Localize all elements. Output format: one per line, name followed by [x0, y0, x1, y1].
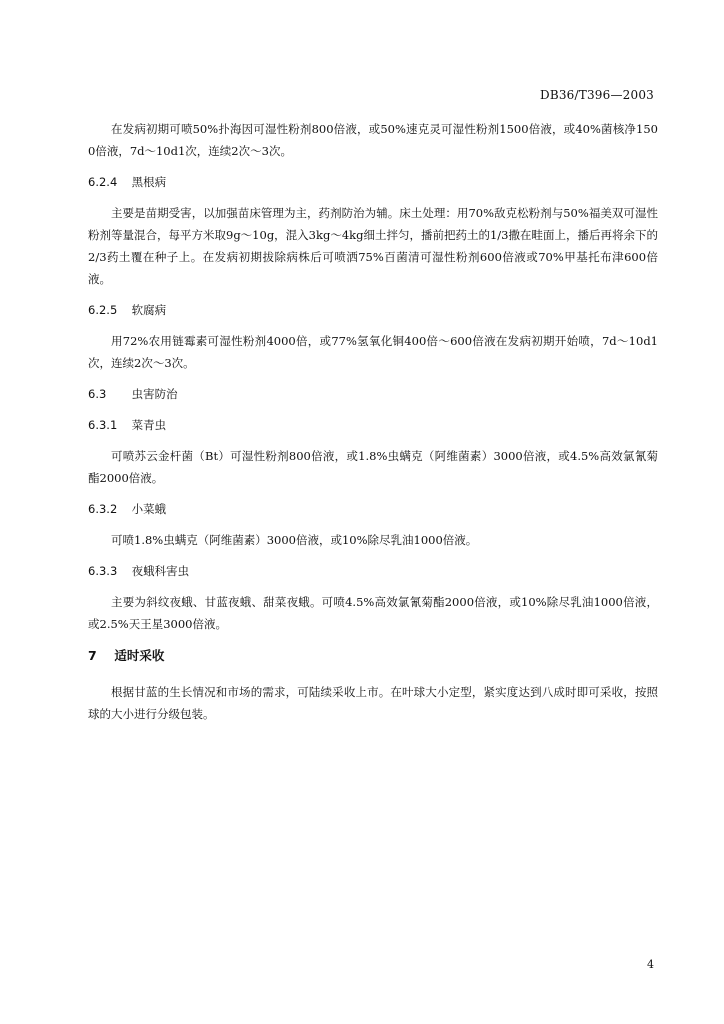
- heading-6-2-4: [88, 171, 658, 193]
- document-body: [88, 118, 658, 734]
- paragraph-diamondback-moth: 可喷1.8%虫螨克（阿维菌素）3000倍液，或10%除尽乳油1000倍液。: [111, 533, 478, 547]
- section-title: 软腐病: [131, 303, 167, 317]
- paragraph-cabbage-worm: 可喷苏云金杆菌（Bt）可湿性粉剂800倍液，或1.8%虫螨克（阿维菌素）3000倍液，或4.5%高效氯氰菊酯2000倍液。: [88, 449, 658, 485]
- section-number: 6.2.4: [88, 175, 118, 189]
- page-number: 4: [647, 958, 654, 971]
- paragraph-harvest: 根据甘蓝的生长情况和市场的需求，可陆续采收上市。在叶球大小定型，紧实度达到八成时即可采收，按照球的大小进行分级包装。: [88, 685, 658, 721]
- section-number: 6.3.2: [88, 502, 118, 516]
- section-title: 黑根病: [131, 175, 167, 189]
- section-title: 适时采收: [114, 648, 165, 663]
- section-title: 虫害防治: [131, 387, 178, 401]
- heading-7: [88, 645, 658, 667]
- paragraph-black-root: 主要是苗期受害，以加强苗床管理为主，药剂防治为辅。床土处理：用70%敌克松粉剂与50%福美双可湿性粉剂等量混合，每平方米取9g～10g，混入3kg～4kg细土拌匀，播前把药土的1/3撒在畦面上，播后再将余下的2/3药土覆在种子上。在发病初期拔除病株后可喷洒75%百菌清可湿性粉剂600倍液或70%甲基托布津600倍液。: [88, 206, 658, 286]
- section-number: 7: [88, 648, 97, 663]
- heading-6-3-2: [88, 498, 658, 520]
- heading-6-3-1: [88, 414, 658, 436]
- paragraph-noctuid-pests: 主要为斜纹夜蛾、甘蓝夜蛾、甜菜夜蛾。可喷4.5%高效氯氰菊酯2000倍液，或10%除尽乳油1000倍液，或2.5%天王星3000倍液。: [88, 595, 658, 631]
- section-number: 6.3: [88, 387, 107, 401]
- section-number: 6.3.3: [88, 564, 118, 578]
- heading-6-3: [88, 383, 658, 405]
- section-number: 6.3.1: [88, 418, 118, 432]
- section-title: 夜蛾科害虫: [131, 564, 190, 578]
- section-number: 6.2.5: [88, 303, 118, 317]
- paragraph-disease-early-spray: 在发病初期可喷50%扑海因可湿性粉剂800倍液，或50%速克灵可湿性粉剂1500倍液，或40%菌核净1500倍液，7d～10d1次，连续2次～3次。: [88, 122, 658, 158]
- section-title: 小菜蛾: [131, 502, 167, 516]
- paragraph-soft-rot: 用72%农用链霉素可湿性粉剂4000倍，或77%氢氧化铜400倍～600倍液在发病初期开始喷，7d～10d1次，连续2次～3次。: [88, 334, 658, 370]
- heading-6-3-3: [88, 560, 658, 582]
- section-title: 菜青虫: [131, 418, 167, 432]
- heading-6-2-5: [88, 299, 658, 321]
- document-code: DB36/T396—2003: [540, 88, 654, 102]
